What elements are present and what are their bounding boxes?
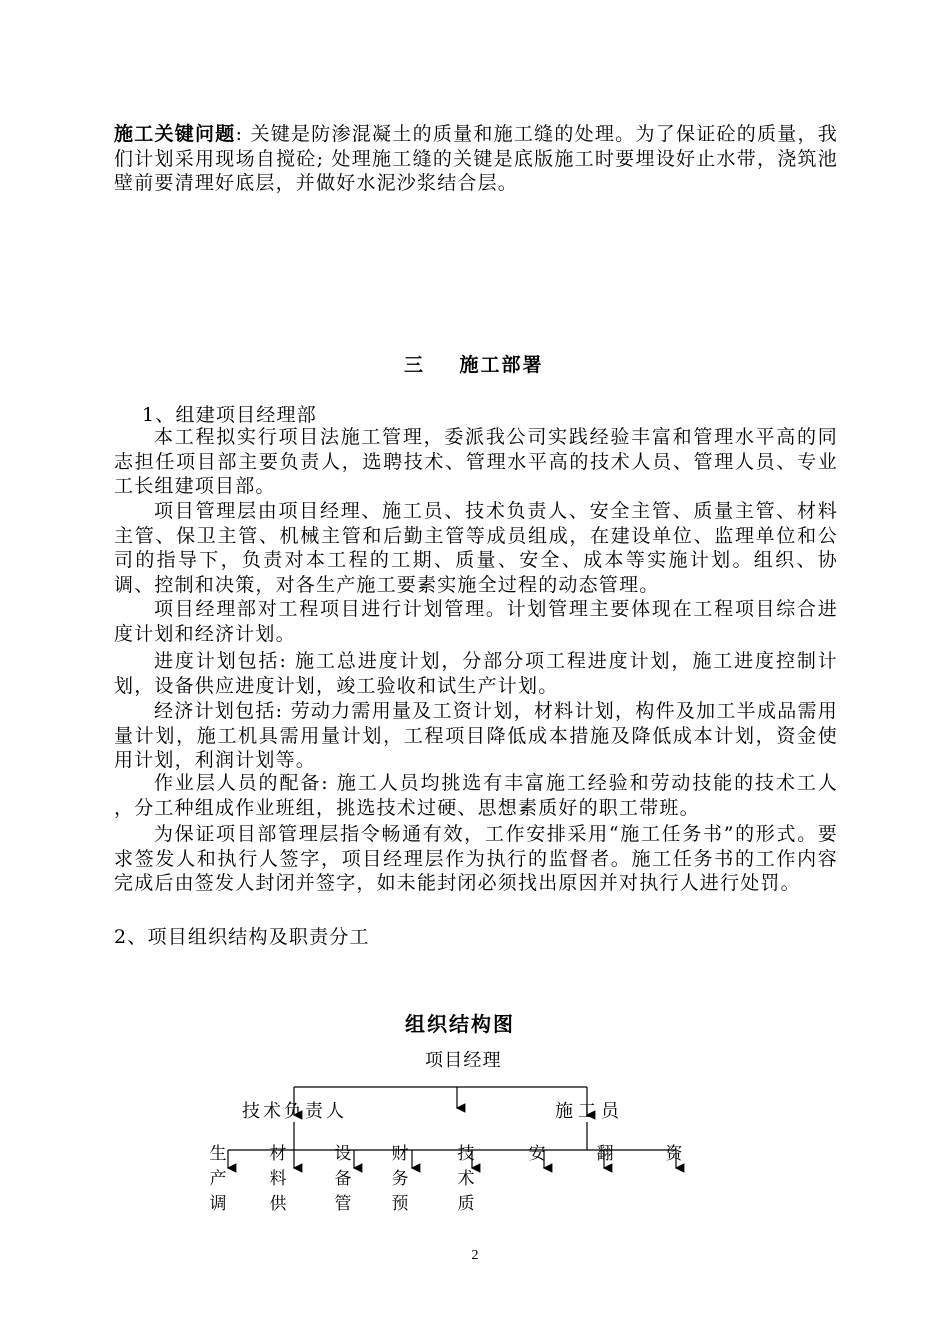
subsection-1-heading: 1、组建项目经理部 [142, 404, 317, 426]
org-node-tech-lead: 技术负责人 [242, 1101, 347, 1122]
org-node-bottom-5-char-3: 质 [457, 1194, 475, 1214]
org-node-bottom-6-char-1: 安 [528, 1144, 546, 1164]
org-node-bottom-2-char-3: 供 [269, 1194, 287, 1214]
org-node-bottom-6 [527, 1142, 547, 1167]
org-node-bottom-8 [664, 1142, 684, 1167]
key-issue-text: : 关键是防渗混凝土的质量和施工缝的处理。为了保证砼的质量，我们计划采用现场自搅砼; 处理施工缝的关键是底版施工时要埋设好止水带，浇筑池壁前要清理好底层，并做好水泥沙浆结合层。 [114, 123, 838, 194]
org-node-bottom-4-char-3: 预 [391, 1194, 409, 1214]
paragraph-6: 作业层人员的配备: 施工人员均挑选有丰富施工经验和劳动技能的技术工人 ，分工种组成作业班组，挑选技术过硬、思想素质好的职工带班。 [114, 772, 838, 819]
paragraph-5: 经济计划包括: 劳动力需用量及工资计划，材料计划，构件及加工半成品需用量计划，施工机具需用量计划，工程项目降低成本措施及降低成本计划，资金使用计划，利润计划等。 [114, 700, 838, 771]
org-node-bottom-1-char-1: 生 [209, 1144, 227, 1164]
org-node-bottom-5-char-1: 技 [457, 1144, 475, 1164]
subsection-2-heading: 2、项目组织结构及职责分工 [114, 926, 370, 948]
paragraph-2: 项目管理层由项目经理、施工员、技术负责人、安全主管、质量主管、材料主管、保卫主管、机械主管和后勤主管等成员组成，在建设单位、监理单位和公司的指导下，负责对本工程的工期、质量、安全、成本等实施计划。组织、协调、控制和决策，对各生产施工要素实施全过程的动态管理。 [114, 500, 838, 596]
org-node-bottom-7-char-1: 翻 [596, 1144, 614, 1164]
org-node-bottom-1 [208, 1142, 228, 1217]
org-chart-title: 组织结构图 [405, 1012, 515, 1036]
org-node-bottom-7 [595, 1142, 615, 1167]
org-node-bottom-2-char-2: 料 [269, 1169, 287, 1189]
org-node-site-engineer: 施工员 [555, 1101, 624, 1122]
org-node-bottom-2-char-1: 材 [269, 1144, 287, 1164]
org-node-bottom-1-char-2: 产 [209, 1169, 227, 1189]
key-issue-label: 施工关键问题 [114, 123, 236, 145]
org-node-bottom-1-char-3: 调 [209, 1194, 227, 1214]
org-node-bottom-4-char-2: 务 [391, 1169, 409, 1189]
org-node-bottom-3 [333, 1142, 353, 1217]
org-node-bottom-3-char-2: 备 [334, 1169, 352, 1189]
org-node-bottom-4 [390, 1142, 410, 1217]
org-node-project-manager: 项目经理 [425, 1050, 502, 1071]
org-node-bottom-3-char-3: 管 [334, 1194, 352, 1214]
org-node-bottom-5 [456, 1142, 476, 1217]
paragraph-4: 进度计划包括: 施工总进度计划，分部分项工程进度计划，施工进度控制计划，设备供应进度计划，竣工验收和试生产计划。 [114, 650, 838, 697]
org-node-bottom-2 [268, 1142, 288, 1217]
org-node-bottom-3-char-1: 设 [334, 1144, 352, 1164]
org-node-bottom-8-char-1: 资 [665, 1144, 683, 1164]
org-node-bottom-5-char-2: 术 [457, 1169, 475, 1189]
section-title: 三 施工部署 [404, 354, 544, 376]
paragraph-1: 本工程拟实行项目法施工管理，委派我公司实践经验丰富和管理水平高的同志担任项目部主要负责人，选聘技术、管理水平高的技术人员、管理人员、专业工长组建项目部。 [114, 426, 838, 497]
page-number: 2 [471, 1248, 479, 1263]
org-node-bottom-4-char-1: 财 [391, 1144, 409, 1164]
paragraph-3: 项目经理部对工程项目进行计划管理。计划管理主要体现在工程项目综合进度计划和经济计划。 [114, 598, 838, 645]
paragraph-7: 为保证项目部管理层指令畅通有效，工作安排采用“施工任务书”的形式。要求签发人和执行人签字，项目经理层作为执行的监督者。施工任务书的工作内容完成后由签发人封闭并签字，如未能封闭必须找出原因并对执行人进行处罚。 [114, 823, 838, 894]
